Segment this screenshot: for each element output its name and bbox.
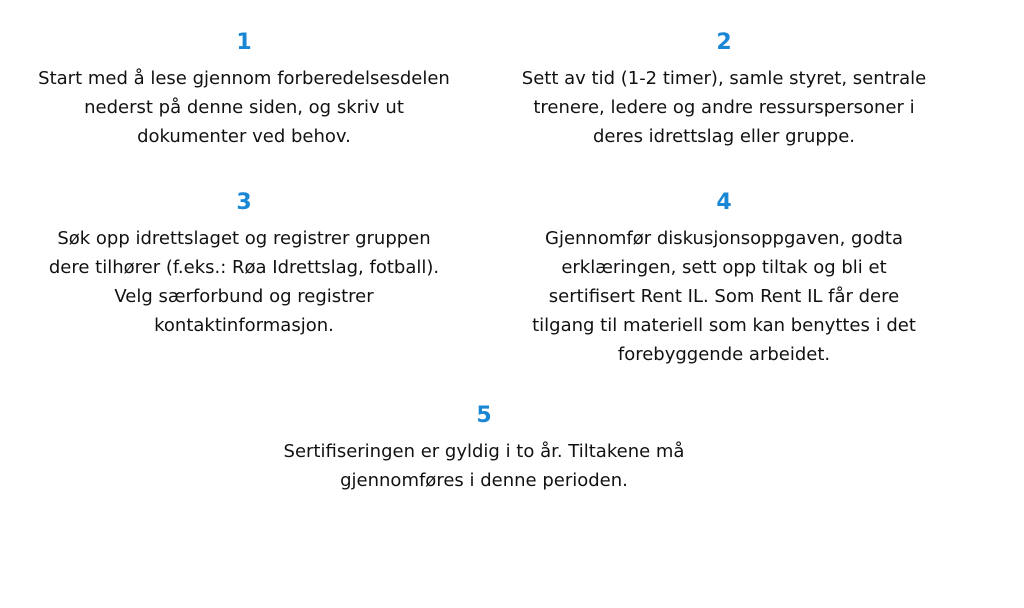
step-2 bbox=[482, 30, 966, 151]
step-1 bbox=[2, 30, 486, 151]
step-number: 2 bbox=[716, 30, 732, 55]
step-description: Gjennomfør diskusjonsoppgaven, godta erklæringen, sett opp tiltak og bli et sertifisert Rent IL. Som Rent IL får dere tilgang til materiell som kan benyttes i det forebyggende arbeidet. bbox=[532, 228, 916, 365]
step-number: 4 bbox=[716, 190, 732, 215]
step-description: Sertifiseringen er gyldig i to år. Tiltakene må gjennomføres i denne perioden. bbox=[283, 441, 685, 491]
step-4 bbox=[482, 190, 966, 369]
step-5 bbox=[242, 403, 726, 495]
step-description: Start med å lese gjennom forberedelsesdelen nederst på denne siden, og skriv ut dokumenter ved behov. bbox=[38, 68, 450, 147]
step-description: Sett av tid (1-2 timer), samle styret, sentrale trenere, ledere og andre ressurspersoner i deres idrettslag eller gruppe. bbox=[521, 68, 927, 147]
step-number: 1 bbox=[236, 30, 252, 55]
step-number: 5 bbox=[476, 403, 492, 428]
step-number: 3 bbox=[236, 190, 252, 215]
step-description: Søk opp idrettslaget og registrer gruppen dere tilhører (f.eks.: Røa Idrettslag, fotball). Velg særforbund og registrer kontaktinformasjon. bbox=[48, 228, 440, 336]
step-3 bbox=[2, 190, 486, 340]
